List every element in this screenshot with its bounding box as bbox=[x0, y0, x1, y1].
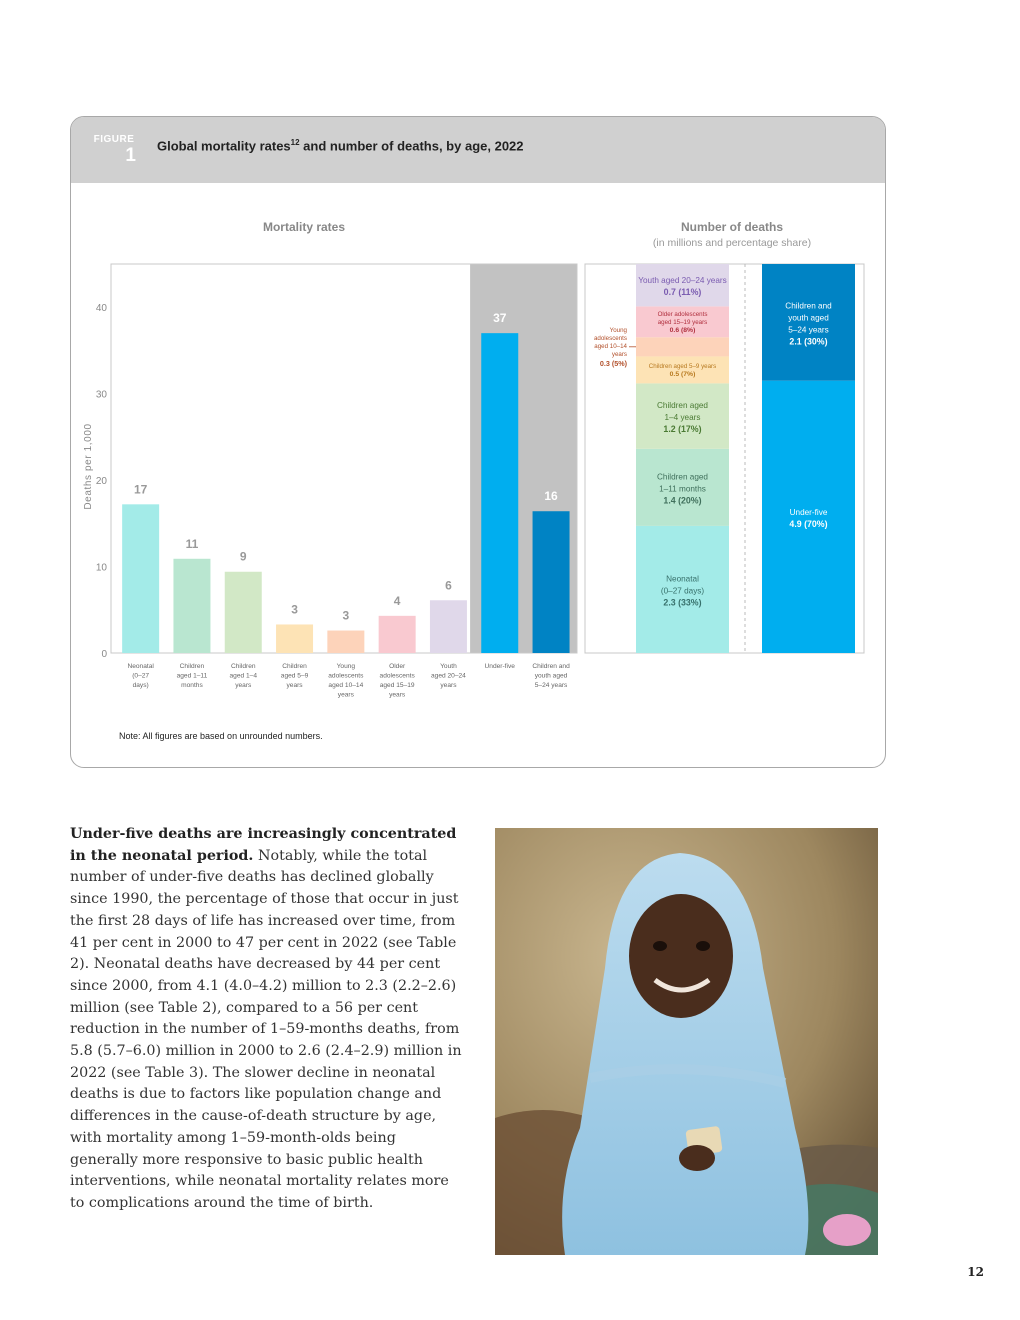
bar-5 bbox=[379, 616, 416, 653]
callout-label: aged 10–14 bbox=[594, 342, 627, 350]
page-number: 12 bbox=[967, 1265, 984, 1279]
figure-title-footnote: 12 bbox=[290, 138, 300, 147]
figure-chart-canvas bbox=[71, 117, 885, 767]
bar-0 bbox=[122, 504, 159, 653]
figure-number: 1 bbox=[125, 145, 136, 166]
bar-3 bbox=[276, 624, 313, 653]
segment-value: 1.2 (17%) bbox=[663, 424, 702, 435]
segment-label: (0–27 days) bbox=[660, 586, 705, 596]
category-label: years bbox=[337, 691, 354, 699]
segment-value: 2.1 (30%) bbox=[789, 336, 828, 347]
segment-label: 1–4 years bbox=[664, 413, 701, 423]
body-text: Notably, while the total number of under-five deaths has declined globally since 1990, the percentage of those that occur in just the first 28 days of life has increased over time, from 41 per cent in 2000 to 47 per cent in 2022 (see Table 2). Neonatal deaths have decreased by 44 per cent since 2000, from 4.1 (4.0–4.2) million to 2.3 (2.2–2.6) million (see Table 2), compared to a 56 per cent reduction in the number of 1–59-months deaths, from 5.8 (5.7–6.0) million in 2000 to 2.6 (2.4–2.9) million in 2022 (see Table 3). The slower decline in neonatal deaths is due to factors like population change and differences in the cause-of-death structure by age, with mortality among 1–59-month-olds being generally more responsive to basic public health interventions, while neonatal mortality relates more to complications around the time of birth. bbox=[70, 847, 462, 1211]
y-tick-label: 20 bbox=[95, 476, 107, 488]
category-label: Young bbox=[336, 663, 356, 670]
category-label: Under-five bbox=[484, 663, 515, 670]
category-label: years bbox=[286, 682, 303, 689]
bar-value-label: 9 bbox=[239, 549, 247, 564]
segment-label: Children aged bbox=[657, 472, 708, 482]
bar-value-label: 3 bbox=[291, 602, 298, 617]
callout-value: 0.3 (5%) bbox=[599, 358, 627, 368]
figure-title-rest: and number of deaths, by age, 2022 bbox=[299, 138, 524, 154]
figure-label: FIGURE bbox=[93, 134, 135, 145]
category-label: Neonatal bbox=[127, 663, 154, 670]
segment-label: Children aged bbox=[657, 401, 708, 411]
category-label: days) bbox=[132, 682, 149, 689]
category-label: aged 10–14 bbox=[328, 682, 364, 689]
child-photo bbox=[495, 828, 878, 1255]
segment-value: 2.3 (33%) bbox=[663, 597, 702, 608]
figure-note: Note: All figures are based on unrounded numbers. bbox=[119, 731, 323, 741]
number-of-deaths-chart bbox=[585, 220, 864, 653]
category-label: youth aged bbox=[534, 672, 568, 680]
category-label: adolescents bbox=[379, 672, 415, 680]
bar-value-label: 3 bbox=[342, 608, 350, 623]
category-label: Youth bbox=[440, 663, 457, 670]
segment-value: 0.6 (8%) bbox=[669, 326, 696, 334]
body-lead-sentence: Under-five deaths are increasingly concentrated in the neonatal period. bbox=[70, 826, 457, 864]
segment-label: youth aged bbox=[788, 313, 829, 323]
segment-label: 5–24 years bbox=[788, 325, 829, 335]
segment-value: 0.5 (7%) bbox=[669, 370, 696, 378]
y-tick-label: 10 bbox=[95, 562, 107, 574]
category-label: aged 20–24 bbox=[431, 672, 466, 680]
category-label: aged 15–19 bbox=[379, 682, 415, 689]
category-label: Children and bbox=[532, 663, 570, 670]
segment-label: Youth aged 20–24 years bbox=[638, 276, 727, 286]
y-tick-label: 0 bbox=[101, 649, 107, 660]
category-label: Children bbox=[179, 663, 205, 670]
category-label: years bbox=[440, 682, 457, 689]
callout-label: years bbox=[611, 350, 627, 358]
category-label: (0–27 bbox=[132, 672, 150, 680]
category-label: Older bbox=[389, 663, 406, 670]
figure-1 bbox=[70, 116, 886, 768]
stack-segment bbox=[636, 337, 729, 356]
bar-6 bbox=[430, 600, 467, 653]
deaths-chart-title: Number of deaths bbox=[680, 220, 784, 234]
callout-label: Young bbox=[609, 326, 627, 334]
category-label: adolescents bbox=[328, 672, 364, 680]
category-label: Children bbox=[230, 663, 256, 670]
category-label: 5–24 years bbox=[534, 682, 568, 689]
segment-label: Children and bbox=[785, 301, 832, 311]
bar-value-label: 4 bbox=[393, 593, 401, 608]
category-label: Children bbox=[282, 663, 307, 670]
segment-label: Older adolescents bbox=[657, 310, 708, 318]
bar-value-label: 6 bbox=[445, 578, 452, 593]
mortality-rates-chart bbox=[83, 220, 577, 699]
segment-label: Children aged 5–9 years bbox=[648, 362, 717, 370]
segment-label: 1–11 months bbox=[659, 484, 706, 494]
y-axis-label: Deaths per 1,000 bbox=[83, 423, 94, 510]
segment-label: Neonatal bbox=[666, 574, 699, 584]
bar-7 bbox=[481, 333, 518, 653]
category-label: years bbox=[389, 691, 406, 699]
bar-value-label: 11 bbox=[185, 536, 199, 551]
bar-value-label: 16 bbox=[544, 489, 558, 504]
category-label: aged 5–9 bbox=[280, 672, 309, 680]
deaths-chart-subtitle: (in millions and percentage share) bbox=[652, 237, 812, 249]
bar-4 bbox=[327, 631, 364, 653]
category-label: months bbox=[181, 682, 203, 689]
body-paragraph bbox=[70, 824, 462, 1215]
category-label: aged 1–11 bbox=[176, 672, 208, 680]
callout-label: adolescents bbox=[593, 334, 627, 342]
figure-title-main: Global mortality rates bbox=[157, 138, 291, 154]
bar-value-label: 37 bbox=[493, 311, 507, 326]
bar-1 bbox=[173, 559, 210, 653]
segment-label: Under-five bbox=[789, 507, 828, 517]
y-tick-label: 30 bbox=[95, 389, 107, 401]
segment-value: 0.7 (11%) bbox=[663, 287, 702, 298]
y-tick-label: 40 bbox=[95, 303, 107, 315]
segment-value: 1.4 (20%) bbox=[663, 495, 702, 506]
bar-2 bbox=[225, 572, 262, 653]
segment-label: aged 15–19 years bbox=[657, 318, 708, 326]
segment-value: 4.9 (70%) bbox=[789, 518, 828, 529]
mortality-chart-title: Mortality rates bbox=[262, 220, 346, 234]
bar-value-label: 17 bbox=[133, 482, 148, 497]
category-label: years bbox=[235, 682, 252, 689]
bar-8 bbox=[533, 511, 570, 653]
category-label: aged 1–4 bbox=[229, 672, 258, 680]
